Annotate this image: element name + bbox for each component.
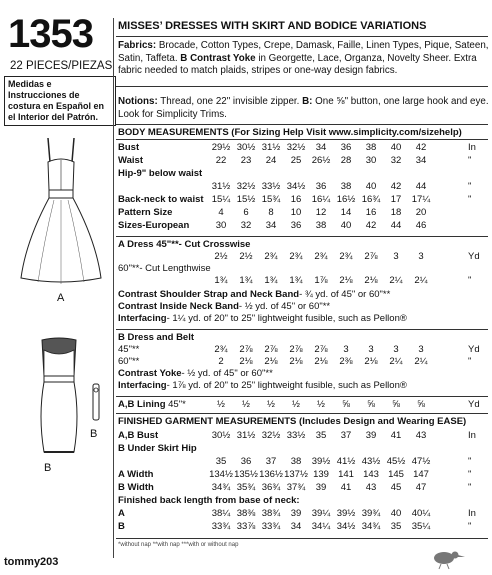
size-value: 2⅛ (314, 356, 328, 367)
size-value: 32 (390, 155, 402, 166)
size-value: 35¾ (236, 482, 256, 493)
size-value: 2¼ (414, 275, 428, 286)
size-value: 33¾ (211, 521, 231, 532)
size-value: 2⅞ (314, 344, 328, 355)
row-label: A Width (118, 469, 154, 480)
belt-illustration (90, 382, 102, 422)
size-value: 15¾ (261, 194, 281, 205)
size-value: 39¾ (361, 508, 381, 519)
divider (116, 36, 488, 37)
dress-a-45-row (118, 251, 490, 262)
interfacing-b-note: Interfacing- 1⅞ yd. of 20" to 25" lightweight fusible, such as Pellon® (118, 380, 407, 391)
size-value: 2⅞ (364, 251, 378, 262)
size-value: 38¾ (261, 508, 281, 519)
unit-label: In (468, 430, 476, 441)
divider (116, 139, 488, 140)
measurement-row (118, 482, 490, 493)
measurement-row (118, 495, 490, 506)
size-value: 32½ (261, 430, 281, 441)
size-value: 18 (390, 207, 402, 218)
size-value: ½ (317, 399, 325, 410)
size-value: 141 (338, 469, 354, 480)
size-value: 36 (340, 142, 352, 153)
unit-label: " (468, 521, 472, 532)
size-value: 44 (390, 220, 402, 231)
dress-a-60-label: 60"**- Cut Lengthwise (118, 263, 211, 274)
size-value: 43 (415, 430, 427, 441)
size-value: 16½ (336, 194, 356, 205)
size-value: 2⅛ (239, 356, 253, 367)
size-value: 1¾ (264, 275, 278, 286)
contrast-inside-note: Contrast Inside Neck Band- ½ yd. of 45" or 60"** (118, 301, 331, 312)
size-value: 35 (315, 430, 327, 441)
measurement-row (118, 220, 490, 231)
size-value: ½ (292, 399, 300, 410)
row-label: A (118, 508, 125, 519)
size-value: ½ (242, 399, 250, 410)
size-value: 2⅛ (339, 275, 353, 286)
size-value: 17¼ (411, 194, 431, 205)
size-value: 42 (415, 142, 427, 153)
measurement-row (118, 456, 490, 467)
size-value: 2⅜ (339, 356, 353, 367)
size-value: 47 (415, 482, 427, 493)
size-value: 2½ (214, 251, 228, 262)
size-value: 2⅛ (264, 356, 278, 367)
unit-label: In (468, 508, 476, 519)
row-label: B (118, 521, 125, 532)
pattern-number: 1353 (8, 12, 93, 56)
contrast-strap-note: Contrast Shoulder Strap and Neck Band- ¾ yd. of 45" or 60"** (118, 289, 391, 300)
divider (116, 124, 488, 125)
size-value: 2¾ (214, 344, 228, 355)
unit-label: " (468, 275, 472, 286)
size-value: 135½ (234, 469, 258, 480)
lining-row (118, 399, 490, 410)
notions-b-label: B: (302, 96, 313, 107)
size-value: 139 (313, 469, 329, 480)
size-value: 143 (363, 469, 379, 480)
size-value: ⅝ (392, 399, 400, 410)
divider (116, 86, 488, 87)
measurement-row (118, 469, 490, 480)
pattern-title: MISSES’ DRESSES WITH SKIRT AND BODICE VARIATIONS (118, 20, 427, 32)
size-value: 34½ (286, 181, 306, 192)
size-value: 24 (265, 155, 277, 166)
size-value: 39 (290, 508, 302, 519)
measurement-row (118, 194, 490, 205)
unit-label: Yd (468, 399, 480, 410)
row-label: Waist (118, 155, 143, 166)
size-value: 35 (390, 521, 402, 532)
row-label: Finished back length from base of neck: (118, 495, 300, 506)
dress-b-45-row (118, 344, 490, 355)
size-value: 14 (340, 207, 352, 218)
size-value: ½ (217, 399, 225, 410)
size-value: 36 (240, 456, 252, 467)
size-value: 31½ (261, 142, 281, 153)
size-value: 34 (415, 155, 427, 166)
size-value: 41 (390, 430, 402, 441)
row-label: Pattern Size (118, 207, 173, 218)
size-value: 34¾ (361, 521, 381, 532)
size-value: 15½ (236, 194, 256, 205)
size-value: 43½ (361, 456, 381, 467)
size-value: 37 (340, 430, 352, 441)
size-value: 3 (393, 251, 399, 262)
dress-a-header: A Dress 45"**- Cut Crosswise (118, 239, 251, 250)
row-label: A,B Bust (118, 430, 159, 441)
figure-b-label: B (44, 462, 52, 474)
pieces-count: 22 PIECES/PIEZAS (10, 60, 113, 72)
size-value: 34¼ (311, 521, 331, 532)
size-value: 34 (290, 521, 302, 532)
measurement-row (118, 142, 490, 153)
row-label: B Under Skirt Hip (118, 443, 197, 454)
size-value: 38 (315, 220, 327, 231)
size-value: 38 (365, 142, 377, 153)
size-value: 2⅞ (239, 344, 253, 355)
size-value: 31½ (236, 430, 256, 441)
bird-logo-icon (426, 546, 466, 570)
size-value: 40 (365, 181, 377, 192)
measurement-row (118, 521, 490, 532)
size-value: ⅝ (342, 399, 350, 410)
row-label: 45"** (118, 344, 140, 355)
divider (116, 236, 488, 237)
size-value: 30½ (211, 430, 231, 441)
size-value: 16 (290, 194, 302, 205)
measurement-row (118, 508, 490, 519)
row-label: 60"** (118, 356, 140, 367)
divider (116, 396, 488, 397)
size-value: 137½ (284, 469, 308, 480)
size-value: 136½ (259, 469, 283, 480)
size-value: 43 (365, 482, 377, 493)
unit-label: " (468, 194, 472, 205)
size-value: 23 (240, 155, 252, 166)
fabrics-label: Fabrics: (118, 40, 157, 51)
unit-label: " (468, 181, 472, 192)
size-value: 2⅞ (264, 344, 278, 355)
size-value: 2¾ (289, 251, 303, 262)
unit-label: " (468, 469, 472, 480)
size-value: 42 (390, 181, 402, 192)
size-value: 29½ (211, 142, 231, 153)
spanish-instructions-note: Medidas e Instrucciones de costura en Español en el Interior del Patrón. (4, 76, 116, 126)
body-measurements-header: BODY MEASUREMENTS (For Sizing Help Visit www.simplicity.com/sizehelp) (118, 127, 462, 138)
notions-label: Notions: (118, 96, 158, 107)
size-value: 33¾ (261, 521, 281, 532)
measurement-row (118, 207, 490, 218)
size-value: 134½ (209, 469, 233, 480)
size-value: 39¼ (311, 508, 331, 519)
size-value: 39½ (336, 508, 356, 519)
size-value: 30 (215, 220, 227, 231)
size-value: ⅝ (367, 399, 375, 410)
size-value: 33½ (261, 181, 281, 192)
measurement-row (118, 155, 490, 166)
row-label: Back-neck to waist (118, 194, 204, 205)
size-value: 39½ (311, 456, 331, 467)
interfacing-a-note: Interfacing- 1¼ yd. of 20" to 25" lightweight fusible, such as Pellon® (118, 313, 407, 324)
size-value: 34 (315, 142, 327, 153)
size-value: 2⅛ (289, 356, 303, 367)
size-value: 32 (240, 220, 252, 231)
size-value: 38 (290, 456, 302, 467)
measurement-row (118, 168, 490, 179)
measurement-row (118, 443, 490, 454)
size-value: 42 (365, 220, 377, 231)
row-label: Sizes-European (118, 220, 190, 231)
size-value: 34½ (336, 521, 356, 532)
unit-label: Yd (468, 344, 480, 355)
size-value: 2 (218, 356, 224, 367)
size-value: 2½ (239, 251, 253, 262)
size-value: 145 (388, 469, 404, 480)
size-value: 38 (340, 181, 352, 192)
divider (116, 413, 488, 414)
size-value: 41½ (336, 456, 356, 467)
size-value: 2⅛ (364, 356, 378, 367)
column-divider (113, 18, 114, 558)
size-value: 2¼ (414, 356, 428, 367)
size-value: 35¼ (411, 521, 431, 532)
fabrics-section (118, 40, 490, 78)
dress-a-illustration (18, 136, 104, 288)
size-value: 16¾ (361, 194, 381, 205)
size-value: 39 (365, 430, 377, 441)
size-value: 45 (390, 482, 402, 493)
contrast-yoke-b-note: Contrast Yoke- ½ yd. of 45" or 60"** (118, 368, 273, 379)
size-value: 39 (315, 482, 327, 493)
dress-b-60-row (118, 356, 490, 367)
notions-section (118, 96, 490, 121)
size-value: 2⅞ (289, 344, 303, 355)
size-value: 35 (215, 456, 227, 467)
fabrics-text: Brocade, Cotton Types, Crepe, Damask, Faille, Linen Types, Pique, Sateen, Satin, Taffeta. (118, 40, 489, 64)
size-value: 10 (290, 207, 302, 218)
size-value: 1¾ (289, 275, 303, 286)
row-label: B Width (118, 482, 154, 493)
size-value: 3 (343, 344, 349, 355)
size-value: 36 (315, 181, 327, 192)
divider (116, 329, 488, 330)
row-label: Bust (118, 142, 140, 153)
size-value: 2⅛ (364, 275, 378, 286)
figure-b-belt-label: B (90, 428, 98, 440)
lining-label: A,B Lining 45"* (118, 399, 186, 410)
size-value: 38¼ (211, 508, 231, 519)
size-value: 40 (390, 508, 402, 519)
size-value: 20 (415, 207, 427, 218)
size-value: 2¾ (264, 251, 278, 262)
size-value: 3 (418, 344, 424, 355)
size-value: ½ (267, 399, 275, 410)
size-value: 17 (390, 194, 402, 205)
size-value: 8 (268, 207, 274, 218)
dress-b-header: B Dress and Belt (118, 332, 195, 343)
finished-measurements-header: FINISHED GARMENT MEASUREMENTS (Includes Design and Wearing EASE) (118, 416, 467, 427)
size-value: 3 (393, 344, 399, 355)
unit-label: " (468, 482, 472, 493)
size-value: 44 (415, 181, 427, 192)
size-value: 33⅞ (236, 521, 256, 532)
size-value: 45½ (386, 456, 406, 467)
figure-a-label: A (57, 292, 65, 304)
size-value: 12 (315, 207, 327, 218)
size-value: 30½ (236, 142, 256, 153)
size-value: 2¼ (389, 356, 403, 367)
unit-label: " (468, 356, 472, 367)
size-value: 15¼ (211, 194, 231, 205)
size-value: 25 (290, 155, 302, 166)
size-value: 31½ (211, 181, 231, 192)
size-value: 16 (365, 207, 377, 218)
size-value: 16¼ (311, 194, 331, 205)
size-value: 40¼ (411, 508, 431, 519)
size-value: 6 (243, 207, 249, 218)
size-value: 1¾ (239, 275, 253, 286)
size-value: 22 (215, 155, 227, 166)
contrast-yoke-text: in Georgette, Lace, Organza, Novelty Sheer. Extra fabric needed to match plaids, stripes or one-way design fabrics. (118, 52, 477, 76)
size-value: 28 (340, 155, 352, 166)
size-value: 32½ (236, 181, 256, 192)
unit-label: " (468, 155, 472, 166)
unit-label: " (468, 456, 472, 467)
size-value: 32½ (286, 142, 306, 153)
size-value: 30 (365, 155, 377, 166)
dress-a-60-row (118, 275, 490, 286)
contrast-yoke-label: B Contrast Yoke (180, 52, 256, 64)
measurement-row (118, 430, 490, 441)
size-value: ⅝ (417, 399, 425, 410)
size-value: 37¾ (286, 482, 306, 493)
size-value: 34¾ (211, 482, 231, 493)
unit-label: Yd (468, 251, 480, 262)
size-value: 2¾ (314, 251, 328, 262)
size-value: 46 (415, 220, 427, 231)
size-value: 47½ (411, 456, 431, 467)
notions-b-text: One ⅝" button, one large hook and eye. Look for Simplicity Trims. (118, 96, 489, 120)
size-value: 4 (218, 207, 224, 218)
divider (116, 538, 488, 539)
size-value: 34 (265, 220, 277, 231)
dress-b-illustration (34, 336, 84, 458)
size-value: 26½ (311, 155, 331, 166)
size-value: 40 (340, 220, 352, 231)
size-value: 3 (418, 251, 424, 262)
size-value: 33½ (286, 430, 306, 441)
measurement-row (118, 181, 490, 192)
row-label: Hip-9" below waist (118, 168, 203, 179)
notions-text: Thread, one 22" invisible zipper. (157, 96, 303, 107)
size-value: 2¼ (389, 275, 403, 286)
size-value: 2¾ (339, 251, 353, 262)
footnote: *without nap **with nap ***with or without nap (118, 542, 239, 548)
size-value: 40 (390, 142, 402, 153)
size-value: 36 (290, 220, 302, 231)
size-value: 1⅞ (314, 275, 328, 286)
size-value: 36¾ (261, 482, 281, 493)
seller-username: tommy203 (4, 556, 59, 568)
size-value: 3 (368, 344, 374, 355)
size-value: 1¾ (214, 275, 228, 286)
size-value: 41 (340, 482, 352, 493)
size-value: 38⅜ (236, 508, 256, 519)
size-value: 147 (413, 469, 429, 480)
size-value: 37 (265, 456, 277, 467)
unit-label: In (468, 142, 476, 153)
